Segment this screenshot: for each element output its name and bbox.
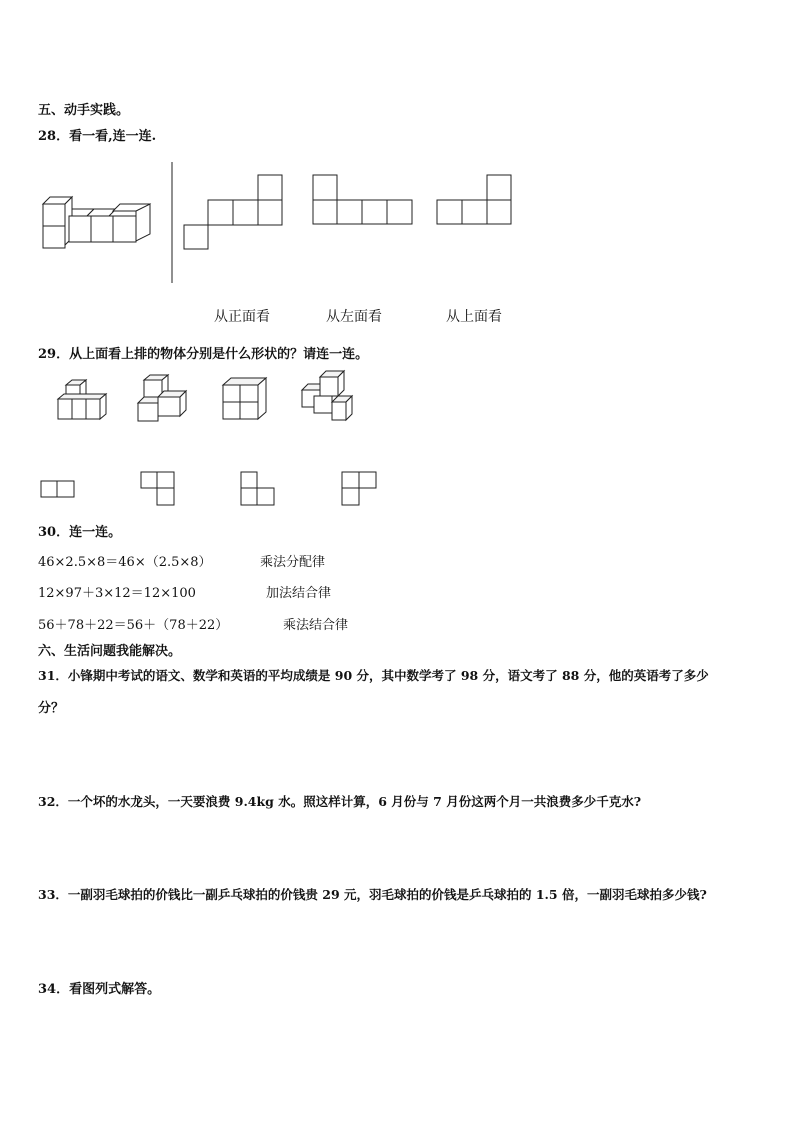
q30-equation-2: 12×97＋3×12＝12×100: [38, 586, 196, 601]
q29-title: 29．从上面看上排的物体分别是什么形状的？请连一连。: [38, 347, 369, 362]
q29-solid-2: [138, 375, 186, 421]
q29-solid-1: [58, 380, 106, 419]
section-6-heading: 六、生活问题我能解决。: [38, 644, 182, 659]
q30-equation-3: 56＋78＋22＝56＋（78＋22）: [38, 618, 229, 633]
q31-text-line1: 31．小锋期中考试的语文、数学和英语的平均成绩是 90 分，其中数学考了 98 分，语文考了 88 分，他的英语考了多少: [38, 668, 709, 683]
q28-label-left: 从左面看: [326, 309, 382, 325]
section-5-heading: 五、动手实践。: [38, 103, 130, 118]
q29-figure: [0, 0, 794, 520]
q29-view-3: [241, 472, 274, 505]
q28-title: 28．看一看,连一连.: [38, 129, 157, 144]
q32-text: 32．一个坏的水龙头，一天要浪费 9.4kg 水。照这样计算，6 月份与 7 月份这两个月一共浪费多少千克水?: [38, 794, 642, 809]
q30-equation-1: 46×2.5×8＝46×（2.5×8）: [38, 555, 212, 570]
q29-solid-3: [223, 378, 266, 419]
q29-view-1: [41, 481, 74, 497]
q30-law-3: 乘法结合律: [283, 618, 349, 633]
q29-view-2: [141, 472, 174, 505]
q28-label-front: 从正面看: [214, 309, 270, 325]
q33-text: 33．一副羽毛球拍的价钱比一副乒乓球拍的价钱贵 29 元，羽毛球拍的价钱是乒乓球拍的 1.5 倍，一副羽毛球拍多少钱?: [38, 887, 707, 902]
q30-law-2: 加法结合律: [266, 586, 332, 601]
q34-text: 34．看图列式解答。: [38, 982, 161, 997]
q30-title: 30．连一连。: [38, 525, 122, 540]
q28-label-top: 从上面看: [446, 309, 502, 325]
q31-text-line2: 分？: [38, 701, 65, 716]
q29-view-4: [342, 472, 376, 505]
q29-solid-4: [302, 371, 352, 420]
q30-law-1: 乘法分配律: [260, 555, 326, 570]
